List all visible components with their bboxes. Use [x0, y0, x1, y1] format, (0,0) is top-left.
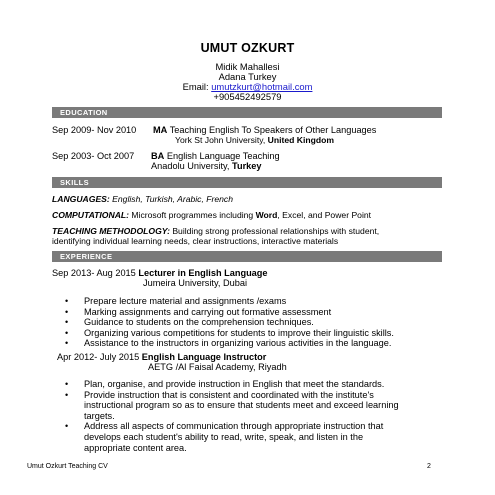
candidate-name: UMUT OZKURT — [200, 41, 295, 55]
education-entry-dates: Sep 2009- Nov 2010 — [52, 125, 137, 135]
computational-value-rest: , Excel, and Power Point — [277, 210, 372, 220]
languages-label: LANGUAGES: — [52, 194, 110, 204]
languages-value: English, Turkish, Arabic, French — [112, 194, 234, 204]
footer-label: Umut Ozkurt Teaching CV — [27, 463, 108, 470]
education-entry-dates: Sep 2003- Oct 2007 — [52, 151, 135, 161]
skills-languages — [52, 194, 233, 204]
list-item: • Assistance to the instructors in organizing various activities in the language. — [65, 338, 445, 349]
experience-heading: EXPERIENCE — [60, 252, 113, 261]
job-dates: Sep 2013- Aug 2015 — [52, 268, 136, 278]
job-header — [52, 268, 268, 278]
list-item: • Marking assignments and carrying out formative assessment — [65, 307, 445, 318]
job-duties-list — [65, 296, 445, 349]
address-line-1: Midik Mahallesi — [215, 61, 280, 72]
computational-word: Word — [255, 210, 278, 220]
job-role: English Language Instructor — [141, 352, 267, 362]
education-heading-bar — [52, 107, 442, 118]
job-role: Lecturer in English Language — [138, 268, 268, 278]
education-entry-institution — [175, 135, 334, 145]
education-entry-institution — [151, 161, 262, 171]
email-link[interactable]: umutzkurt@hotmail.com — [211, 81, 313, 92]
computational-value: Microsoft programmes including — [131, 210, 254, 220]
job-header — [57, 352, 266, 362]
methodology-label: TEACHING METHODOLOGY: — [52, 226, 170, 236]
job-place: AETG /Al Faisal Academy, Riyadh — [148, 362, 287, 372]
list-item: • Organizing various competitions for students to improve their linguistic skills. — [65, 328, 445, 339]
degree-title: English Language Teaching — [166, 151, 280, 161]
methodology-line-1: Building strong professional relationships with student, — [172, 226, 380, 236]
list-item: • Prepare lecture material and assignments /exams — [65, 296, 445, 307]
list-item: • Plan, organise, and provide instruction in English that meet the standards. — [65, 379, 410, 390]
degree: BA — [151, 151, 165, 161]
education-heading: EDUCATION — [60, 108, 108, 117]
computational-label: COMPUTATIONAL: — [52, 210, 130, 220]
phone-number: +905452492579 — [213, 91, 282, 102]
institution: Anadolu University, — [151, 161, 230, 171]
skills-methodology-line-1 — [52, 226, 379, 236]
institution: York St John University, — [175, 135, 266, 145]
list-item: • Provide instruction that is consistent and coordinated with the institute's instructional program so as to ensure that students meet and exceed learning targets. — [65, 390, 410, 422]
degree-title: Teaching English To Speakers of Other Languages — [169, 125, 377, 135]
skills-heading: SKILLS — [60, 178, 90, 187]
job-duties-list — [65, 379, 410, 453]
skills-heading-bar — [52, 177, 442, 188]
page-number: 2 — [427, 463, 431, 470]
country: Turkey — [232, 161, 262, 171]
education-entry-title — [151, 151, 280, 161]
degree: MA — [153, 125, 168, 135]
list-item: • Address all aspects of communication through appropriate instruction that develops each student's ability to read, write, speak, and listen in the appropriate content area. — [65, 421, 410, 453]
skills-computational — [52, 210, 371, 220]
address-line-2: Adana Turkey — [218, 71, 277, 82]
list-item: • Guidance to students on the comprehension techniques. — [65, 317, 445, 328]
experience-heading-bar — [52, 251, 442, 262]
email-label: Email: — [182, 81, 209, 92]
job-dates: Apr 2012- July 2015 — [57, 352, 140, 362]
methodology-line-2: identifying individual learning needs, clear instructions, interactive materials — [52, 236, 339, 246]
job-place: Jumeira University, Dubai — [143, 278, 247, 288]
education-entry-title — [153, 125, 376, 135]
country: United Kingdom — [267, 135, 335, 145]
